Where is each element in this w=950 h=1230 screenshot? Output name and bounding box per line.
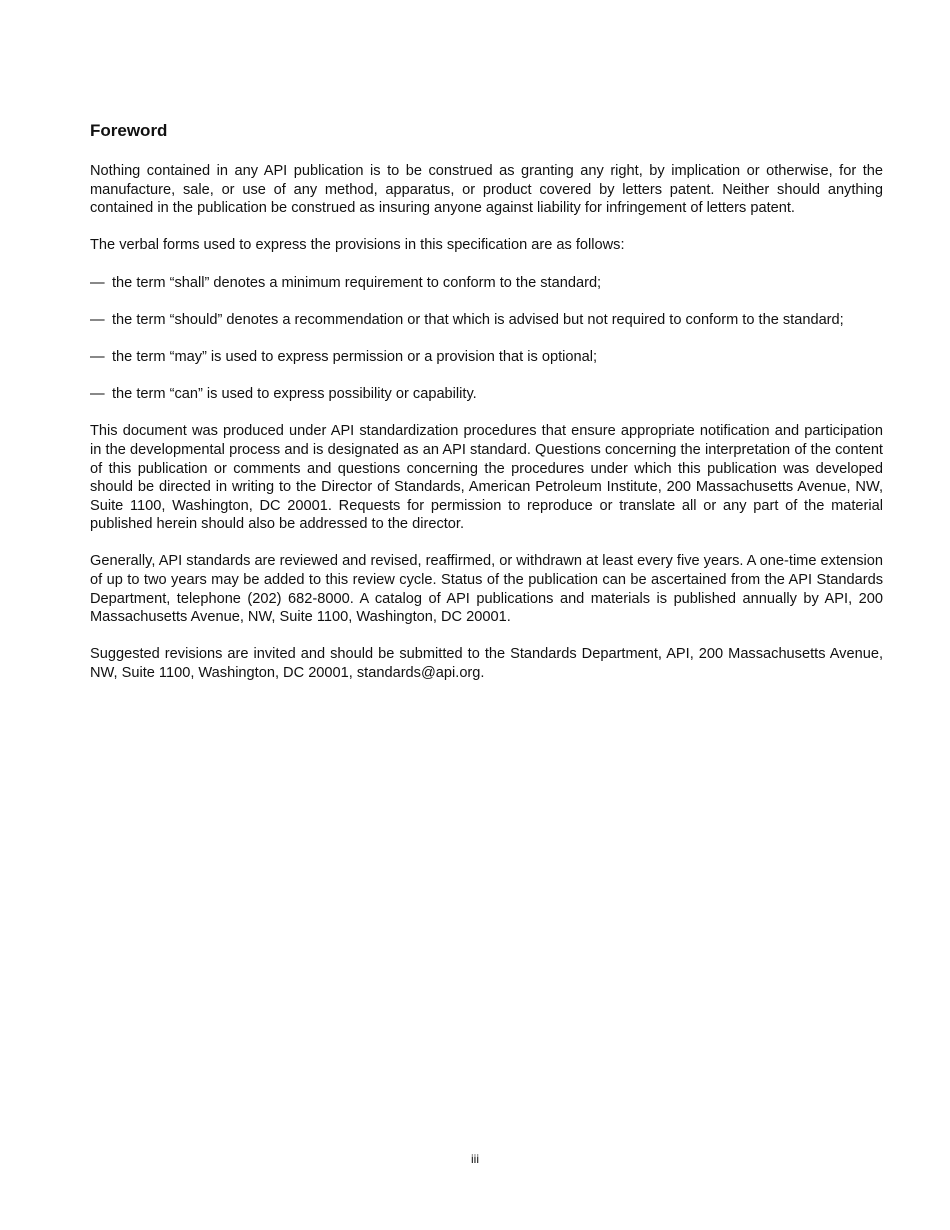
paragraph-verbal-forms-intro: The verbal forms used to express the provisions in this specification are as follows: (90, 237, 625, 254)
dash-bullet: — (90, 348, 105, 365)
paragraph-patent-disclaimer: Nothing contained in any API publication is to be construed as granting any right, by implication or otherwise, for the manufacture, sale, or use of any method, apparatus, or product covered by letters patent. Neither should anything contained in the publication be construed as insuring anyone against liability for infringement of letters patent. (90, 163, 883, 217)
list-item-text: the term “may” is used to express permission or a provision that is optional; (112, 348, 598, 365)
paragraph-suggested-revisions: Suggested revisions are invited and should be submitted to the Standards Department, API, 200 Massachusetts Avenue, NW, Suite 1100, Washington, DC 20001, standards@api.org. (90, 646, 883, 682)
dash-bullet: — (90, 274, 105, 291)
list-item-text: the term “shall” denotes a minimum requirement to conform to the standard; (112, 274, 602, 291)
list-item-text: the term “should” denotes a recommendation or that which is advised but not required to conform to the standard; (112, 311, 844, 328)
verbal-forms-list (90, 274, 883, 404)
list-item (90, 274, 883, 293)
list-item (90, 348, 883, 367)
page-title: Foreword (90, 121, 168, 140)
page-content (90, 119, 883, 701)
dash-bullet: — (90, 311, 105, 328)
page-number: iii (471, 1152, 479, 1166)
dash-bullet: — (90, 386, 105, 403)
paragraph-standardization-procedures: This document was produced under API standardization procedures that ensure appropriate notification and participation in the developmental process and is designated as an API standard. Questions concerning the interpretation of the content of this publication or comments and questions concerning the procedures under which this publication was developed should be directed in writing to the Director of Standards, American Petroleum Institute, 200 Massachusetts Avenue, NW, Suite 1100, Washington, DC 20001. Requests for permission to reproduce or translate all or any part of the material published herein should also be addressed to the director. (90, 423, 883, 533)
list-item (90, 385, 883, 404)
list-item (90, 311, 883, 330)
list-item-text: the term “can” is used to express possibility or capability. (112, 386, 477, 403)
paragraph-review-cycle: Generally, API standards are reviewed and revised, reaffirmed, or withdrawn at least every five years. A one-time extension of up to two years may be added to this review cycle. Status of the publication can be ascertained from the API Standards Department, telephone (202) 682-8000. A catalog of API publications and materials is published annually by API, 200 Massachusetts Avenue, NW, Suite 1100, Washington, DC 20001. (90, 553, 883, 626)
